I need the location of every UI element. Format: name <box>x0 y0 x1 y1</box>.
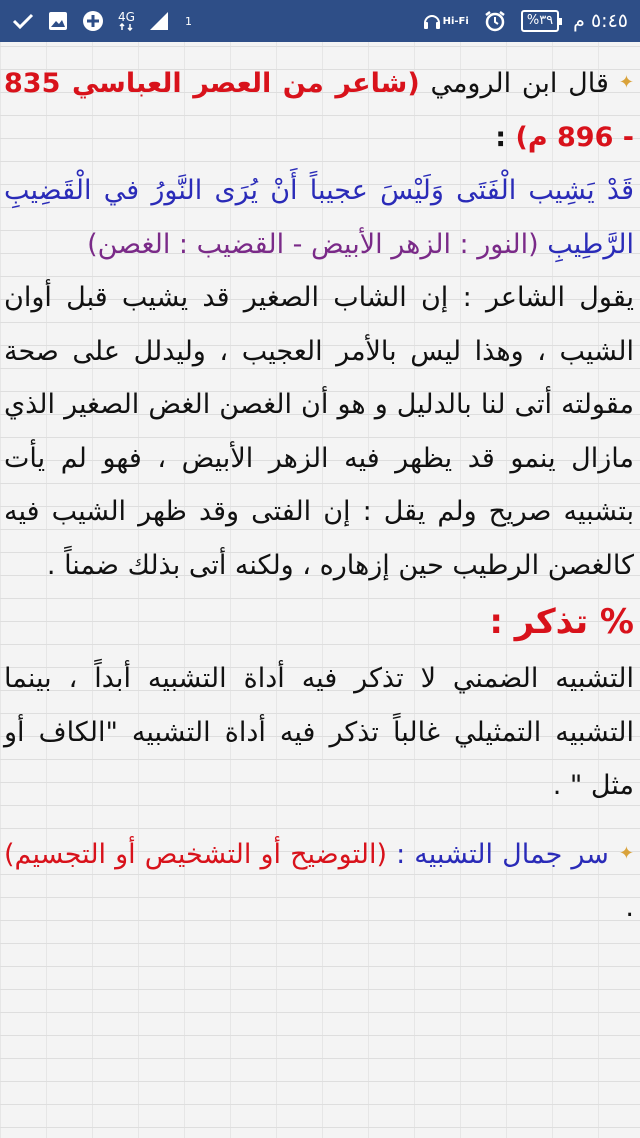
status-bar-right <box>423 9 628 33</box>
poet-colon: : <box>495 121 516 153</box>
verse-gloss: (النور : الزهر الأبيض - القضيب : الغصن) <box>87 228 539 260</box>
clock-time: ٥:٤٥ م <box>573 10 628 32</box>
spacer <box>4 813 634 827</box>
data-saver-icon <box>82 10 104 32</box>
star-bullet-icon: ✦ <box>618 842 634 864</box>
sim-slot-label: 1 <box>184 14 192 28</box>
network-type-icon <box>118 11 135 31</box>
alarm-clock-icon <box>483 9 507 33</box>
image-icon <box>48 11 68 31</box>
status-bar <box>0 0 640 42</box>
secret-end: . <box>625 892 634 923</box>
secret-paragraph <box>4 827 634 935</box>
star-bullet-icon: ✦ <box>618 72 634 93</box>
status-bar-left <box>12 10 192 32</box>
poet-description: (شاعر من العصر العباسي 835 - 896 م) <box>4 68 634 153</box>
secret-label: سر جمال التشبيه : <box>396 838 609 870</box>
explanation-paragraph: يقول الشاعر : إن الشاب الصغير قد يشيب قبل أوان الشيب ، وهذا ليس بالأمر العجيب ، وليدلل على صحة مقولته أتى لنا بالدليل و هو أن الغصن الغض الصغير الذي مازال ينمو قد يظهر فيه الزهر الأبيض ، فهو لم يأت بتشبيه صريح ولم يقل : إن الفتى وقد ظهر الشيب فيه كالغصن الرطيب حين إزهاره ، ولكنه أتى بذلك ضمناً . <box>4 282 634 581</box>
verse-text: قَدْ يَشِيب الْفَتَى وَلَيْسَ عجيباً أَنْ يُرَى النَّورُ في الْقَضِيبِ الرَّطِيبِ <box>4 175 634 260</box>
checkmark-icon <box>12 12 34 30</box>
clipped-top-line <box>4 42 634 56</box>
network-type-label: 4G <box>118 10 135 24</box>
article-body <box>0 42 640 1138</box>
poet-paragraph <box>4 56 634 164</box>
poet-intro: قال ابن الرومي <box>430 68 609 99</box>
signal-icon <box>149 11 171 31</box>
secret-value: (التوضيح أو التشخيص أو التجسيم) <box>4 838 387 870</box>
hifi-label: Hi-Fi <box>442 15 469 27</box>
remember-paragraph: التشبيه الضمني لا تذكر فيه أداة التشبيه أبداً ، بينما التشبيه التمثيلي غالباً تذكر فيه أداة التشبيه "الكاف أو مثل " . <box>4 663 634 801</box>
hifi-headphones-icon <box>423 12 469 30</box>
remember-heading: % تذكر : <box>489 602 634 642</box>
battery-indicator: %٣٩ <box>521 10 559 32</box>
verse-paragraph <box>4 164 634 271</box>
